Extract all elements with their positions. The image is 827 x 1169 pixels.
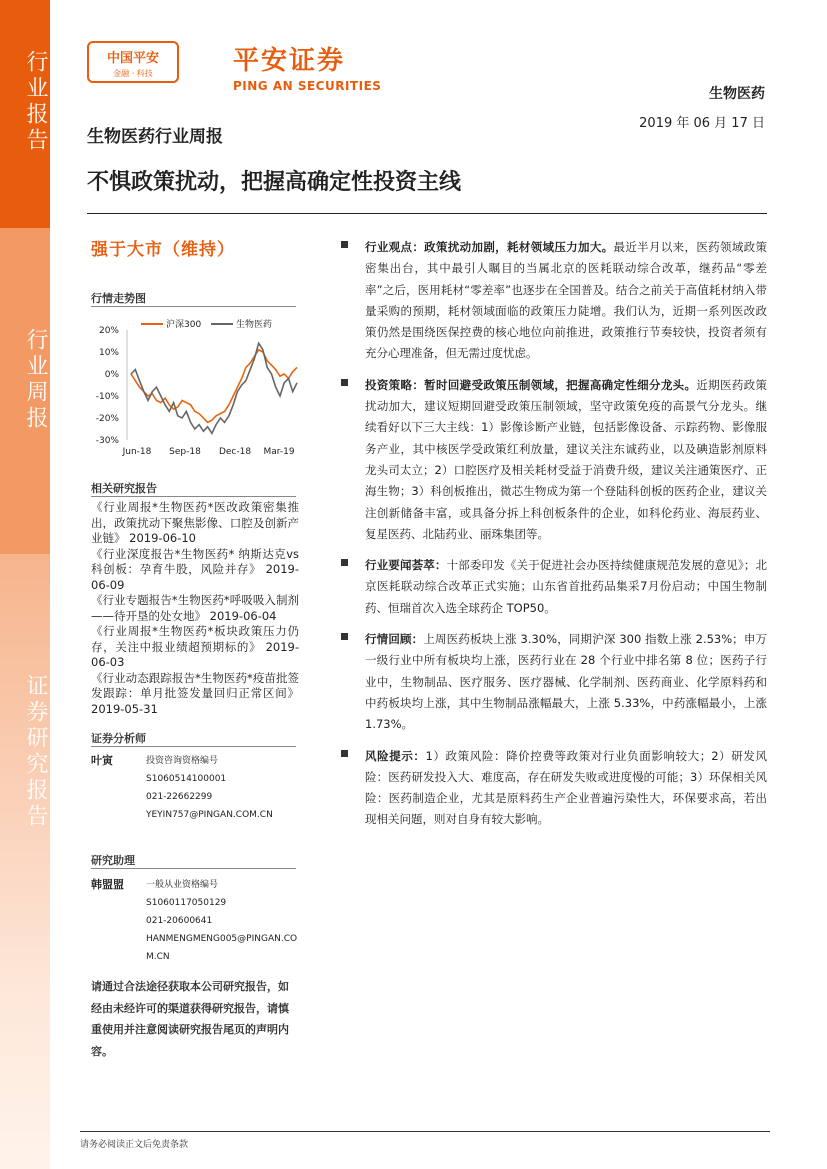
body-paragraph [341, 629, 767, 735]
series-line-biomed [131, 343, 297, 433]
y-tick-label: -30% [95, 436, 119, 446]
related-report-item[interactable]: 《行业深度报告*生物医药* 纳斯达克vs科创板：孕育牛股，风险并存》 2019-06-09 [91, 546, 299, 592]
analyst-name: 叶寅 [91, 754, 113, 767]
body-paragraph [341, 375, 767, 545]
analyst-heading-rule [91, 746, 296, 747]
legal-notice: 请通过合法途径获取本公司研究报告，如经由未经许可的渠道获得研究报告，请慎重使用并注意阅读研究报告尾页的声明内容。 [91, 980, 289, 1058]
assistant-cert-label: 一般从业资格编号 [146, 880, 219, 890]
para-text: 最近半月以来，医药领域政策密集出台，其中最引人瞩目的当属北京的医耗联动综合改革，继药品“零差率”之后，医用耗材“零差率”也逐步在全国普及。结合之前关于高值耗材纳入带量采购的预期，耗材领域面临的政策压力陡增。我们认为，近期一系列医改政策仍然是围绕医保控费的核心地位向前推进，政策推行节奏较快，投资者须有充分心理准备，但无需过度忧虑。 [365, 240, 767, 361]
logo-tagline: 金融 · 科技 [113, 69, 153, 78]
y-tick-label: 0% [104, 370, 119, 380]
para-text: 近期医药政策扰动加大，建议短期回避受政策压制领域，坚守政策免疫的高景气分龙头。继续看好以下三大主线：1）影像诊断产业链，包括影像设备、示踪药物、影像服务产业，其中核医学受政策红利放量，建议关注东诚药业，以及碘造影剂原料龙头司太立；2）口腔医疗及相关耗材受益于消费升级，建议关注通策医疗、正海生物；3）科创板推出，微芯生物成为第一个登陆科创板的医药企业，建议关注创新储备丰富，或具备分拆上科创板条件的企业，如科伦药业、海辰药业、复星医药、北陆药业、丽珠集团等。 [365, 377, 768, 541]
assistant-name: 韩盟盟 [91, 878, 124, 891]
chart-heading-rule [91, 306, 296, 307]
sidebar-bottom-label: 证券研究报告 [23, 674, 48, 830]
market-trend-chart [91, 312, 306, 460]
series-line-hs300 [131, 350, 297, 423]
related-reports [91, 500, 299, 717]
para-text: 上周医药板块上涨 3.30%，同期沪深 300 指数上涨 2.53%；申万一级行业中所有板块均上涨，医药行业在 28 个行业中排名第 8 位；医药子行业中，生物制品、医疗服务、医疗器械、化学制剂、医药商业、化学原料药和中药板块均上涨，其中生物制品涨幅最大，上涨 5.33%，中药涨幅最小，上涨 1.73%。 [365, 632, 768, 732]
pingan-logo [87, 41, 179, 83]
y-tick-label: -20% [95, 414, 119, 424]
related-heading: 相关研究报告 [91, 482, 157, 495]
title-divider [87, 213, 767, 214]
legend-label: 生物医药 [236, 320, 273, 330]
legend-label: 沪深300 [166, 320, 202, 330]
related-report-item[interactable]: 《行业周报*生物医药*医改政策密集推出，政策扰动下聚焦影像、口腔及创新产业链》 2019-06-10 [91, 500, 299, 545]
analyst-email[interactable]: YEYIN757@PINGAN.COM.CN [146, 810, 273, 820]
related-heading-rule [91, 496, 296, 497]
report-body [341, 237, 767, 841]
para-text: 十部委印发《关于促进社会办医持续健康规范发展的意见》；北京医耗联动综合改革正式实施；山东省首批药品集采7月份启动；中国生物制药、恒瑞首次入选全球药企 TOP50。 [365, 558, 768, 615]
para-head: 行业要闻荟萃： [365, 558, 447, 573]
related-report-item[interactable]: 《行业专题报告*生物医药*呼吸吸入制剂——待开垦的处女地》 2019-06-04 [91, 593, 299, 623]
para-head: 投资策略：暂时回避受政策压制领域，把握高确定性细分龙头。 [365, 377, 697, 392]
assistant-phone: 021-20600641 [146, 916, 213, 926]
report-title: 不惧政策扰动，把握高确定性投资主线 [87, 170, 462, 195]
bullet-icon [341, 559, 348, 566]
bullet-icon [341, 750, 348, 757]
sidebar-middle [0, 228, 50, 554]
bullet-icon [341, 633, 348, 640]
analyst-block [91, 752, 306, 824]
brand [233, 40, 381, 93]
report-category: 生物医药 [709, 86, 765, 102]
x-tick-label: Mar-19 [263, 447, 295, 457]
report-date: 2019 年 06 月 17 日 [639, 116, 765, 131]
para-head: 行业观点：政策扰动加剧，耗材领域压力加大。 [365, 240, 614, 254]
sidebar-bottom [0, 554, 50, 1169]
bullet-icon [341, 379, 348, 386]
chart-heading: 行情走势图 [91, 292, 146, 305]
para-head: 风险提示： [365, 748, 426, 763]
sidebar-middle-label: 行业周报 [23, 328, 48, 432]
body-paragraph [341, 746, 767, 831]
y-tick-label: -10% [95, 392, 119, 402]
assistant-cert-no: S1060117050129 [146, 898, 227, 908]
report-subtitle: 生物医药行业周报 [87, 127, 223, 147]
related-report-item[interactable]: 《行业动态跟踪报告*生物医药*疫苗批签发跟踪：单月批签发量回归正常区间》 2019-05-31 [91, 670, 299, 716]
footer-disclaimer[interactable]: 请务必阅读正文后免责条款 [80, 1140, 189, 1150]
rating: 强于大市（维持） [91, 240, 235, 260]
brand-cn: 平安证券 [233, 46, 346, 76]
body-paragraph [341, 237, 767, 365]
assistant-heading: 研究助理 [91, 854, 135, 867]
related-report-item[interactable]: 《行业周报*生物医药*板块政策压力仍存，关注中报业绩超预期标的》 2019-06-03 [91, 624, 299, 669]
analyst-cert-label: 投资咨询资格编号 [146, 756, 219, 766]
body-paragraph [341, 555, 767, 619]
sidebar [0, 0, 50, 1169]
analyst-cert-no: S1060514100001 [146, 774, 227, 784]
x-tick-label: Jun-18 [122, 447, 152, 457]
y-tick-label: 20% [98, 326, 119, 336]
logo-name: 中国平安 [106, 51, 159, 66]
para-text: 1）政策风险：降价控费等政策对行业负面影响较大；2）研发风险：医药研发投入大、难度高，存在研发失败或进度慢的可能；3）环保相关风险：医药制造企业，尤其是原料药生产企业普遍污染性大，环保要求高，若出现相关问题，则对自身有较大影响。 [365, 748, 767, 827]
y-tick-label: 10% [98, 348, 119, 358]
x-tick-label: Dec-18 [218, 447, 252, 457]
x-tick-label: Sep-18 [169, 447, 201, 457]
assistant-email[interactable]: HANMENGMENG005@PINGAN.COM.CN [146, 934, 298, 962]
brand-en: PING AN SECURITIES [233, 79, 382, 93]
bullet-icon [341, 241, 348, 248]
sidebar-top [0, 0, 50, 228]
analyst-phone: 021-22662299 [146, 792, 213, 802]
assistant-block [91, 876, 306, 966]
para-head: 行情回顾： [365, 632, 424, 647]
analyst-heading: 证券分析师 [91, 732, 146, 745]
sidebar-top-label: 行业报告 [23, 50, 48, 154]
footer-rule [80, 1131, 770, 1132]
assistant-heading-rule [91, 868, 296, 869]
